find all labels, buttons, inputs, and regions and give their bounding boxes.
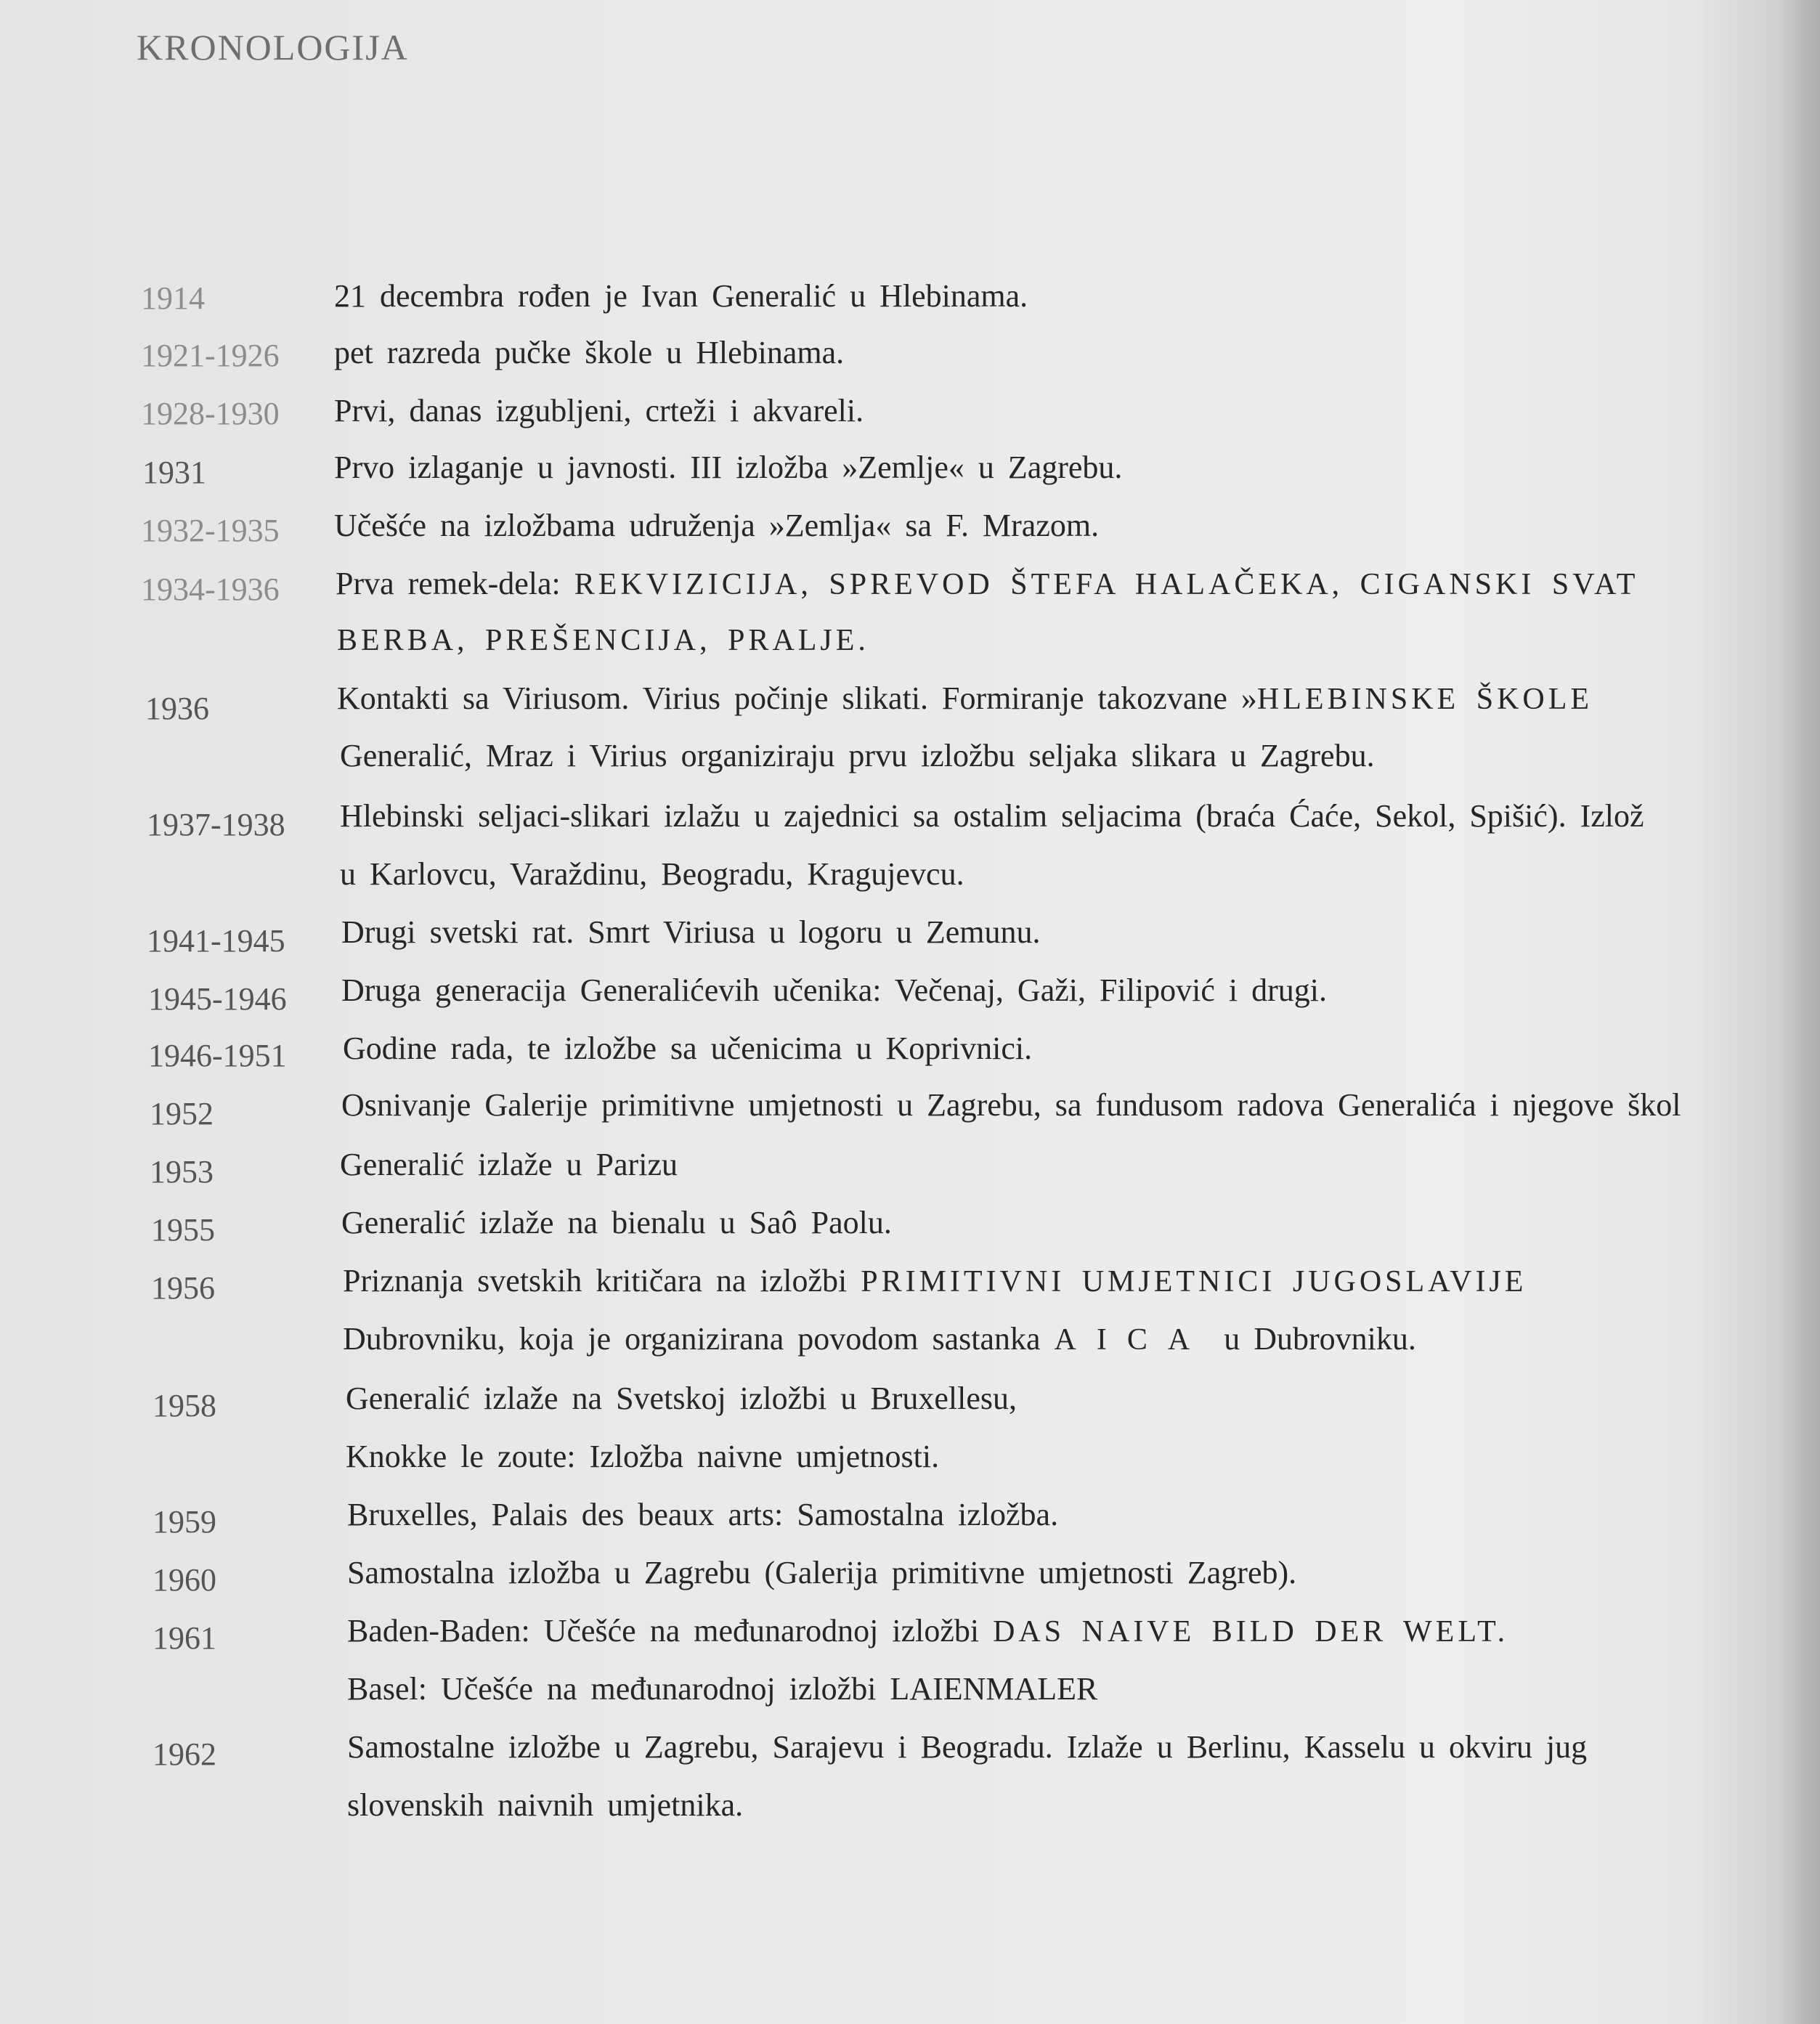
organization-acronym: AICA	[1054, 1323, 1211, 1357]
entry-text: Generalić izlaže u Parizu	[340, 1147, 678, 1182]
artwork-titles: BERBA, PREŠENCIJA, PRALJE.	[337, 624, 869, 657]
entry-year: 1931	[142, 455, 206, 490]
entry-text: Prvo izlaganje u javnosti. III izložba »Zemlje« u Zagrebu.	[334, 450, 1123, 485]
entry-year: 1960	[153, 1562, 216, 1598]
entry-text: Druga generacija Generalićevih učenika: Večenaj, Gaži, Filipović i drugi.	[341, 972, 1327, 1008]
entry-year: 1959	[153, 1504, 216, 1540]
entry-text-part: Prva remek-dela:	[336, 566, 574, 601]
entry-text: pet razreda pučke škole u Hlebinama.	[334, 335, 845, 370]
entry-year: 1914	[141, 280, 205, 316]
school-name: HLEBINSKE ŠKOLE	[1256, 683, 1593, 716]
entry-year: 1958	[153, 1388, 216, 1423]
entry-text: Knokke le zoute: Izložba naivne umjetnosti.	[346, 1439, 940, 1474]
entry-year: 1961	[153, 1620, 216, 1656]
entry-text	[336, 565, 1638, 602]
entry-text: Samostalna izložba u Zagrebu (Galerija primitivne umjetnosti Zagreb).	[347, 1555, 1297, 1590]
entry-year: 1962	[153, 1736, 216, 1772]
entry-text-part: Baden-Baden: Učešće na međunarodnoj izložbi	[347, 1613, 994, 1649]
entry-text: Generalić izlaže na Svetskoj izložbi u Bruxellesu,	[346, 1381, 1017, 1416]
entry-year: 1953	[150, 1154, 214, 1190]
entry-text: Prvi, danas izgubljeni, crteži i akvareli.	[334, 393, 864, 428]
entry-text: 21 decembra rođen je Ivan Generalić u Hlebinama.	[334, 278, 1028, 314]
entry-year: 1946-1951	[148, 1038, 287, 1073]
entry-text: Osnivanje Galerije primitivne umjetnosti u Zagrebu, sa fundusom radova Generalića i njegove škol	[341, 1087, 1681, 1123]
entry-year: 1934-1936	[141, 572, 280, 607]
entry-text-part: Dubrovniku, koja je organizirana povodom sastanka	[343, 1321, 1055, 1357]
entry-year: 1932-1935	[141, 513, 280, 548]
entry-year: 1955	[151, 1212, 215, 1248]
entry-text-part: Kontakti sa Viriusom. Virius počinje slikati. Formiranje takozvane »	[337, 680, 1257, 716]
page-title: KRONOLOGIJA	[137, 27, 409, 68]
entry-text: Basel: Učešće na međunarodnoj izložbi LAIENMALER	[347, 1671, 1098, 1707]
exhibition-title: PRIMITIVNI UMJETNICI JUGOSLAVIJE	[861, 1265, 1527, 1298]
entry-text: slovenskih naivnih umjetnika.	[347, 1787, 744, 1823]
entry-text: u Karlovcu, Varaždinu, Beogradu, Kragujevcu.	[340, 856, 964, 892]
exhibition-title: DAS NAIVE BILD DER WELT.	[993, 1615, 1509, 1649]
entry-year: 1945-1946	[148, 981, 287, 1017]
entry-text: Godine rada, te izložbe sa učenicima u Koprivnici.	[343, 1031, 1033, 1066]
entry-text	[347, 1612, 1508, 1649]
artwork-titles: REKVIZICIJA, SPREVOD ŠTEFA HALAČEKA, CIGANSKI SVAT	[574, 568, 1639, 601]
entry-text: Hlebinski seljaci-slikari izlažu u zajednici sa ostalim seljacima (braća Ćaće, Sekol, Spišić). Izlož	[340, 798, 1644, 834]
entry-text	[337, 680, 1593, 717]
entry-year: 1928-1930	[141, 396, 280, 431]
entry-text: Generalić izlaže na bienalu u Saô Paolu.	[341, 1205, 892, 1240]
entry-year: 1941-1945	[147, 923, 285, 959]
entry-text	[343, 1320, 1416, 1357]
entry-text: Samostalne izložbe u Zagrebu, Sarajevu i Beogradu. Izlaže u Berlinu, Kasselu u okviru jug	[347, 1729, 1588, 1765]
entry-year: 1921-1926	[141, 338, 280, 373]
entry-year: 1936	[145, 691, 209, 726]
entry-text: Drugi svetski rat. Smrt Viriusa u logoru u Zemunu.	[341, 914, 1041, 950]
entry-text: Bruxelles, Palais des beaux arts: Samostalna izložba.	[347, 1497, 1059, 1532]
entry-year: 1937-1938	[147, 807, 285, 842]
entry-text-part: u Dubrovniku.	[1210, 1321, 1416, 1357]
entry-year: 1952	[150, 1096, 214, 1131]
entry-text: Učešće na izložbama udruženja »Zemlja« sa F. Mrazom.	[334, 508, 1100, 543]
entry-text-part: Priznanja svetskih kritičara na izložbi	[343, 1263, 861, 1298]
entry-text	[343, 1262, 1527, 1299]
entry-text: Generalić, Mraz i Virius organiziraju prvu izložbu seljaka slikara u Zagrebu.	[340, 738, 1375, 773]
entry-year: 1956	[151, 1270, 215, 1306]
